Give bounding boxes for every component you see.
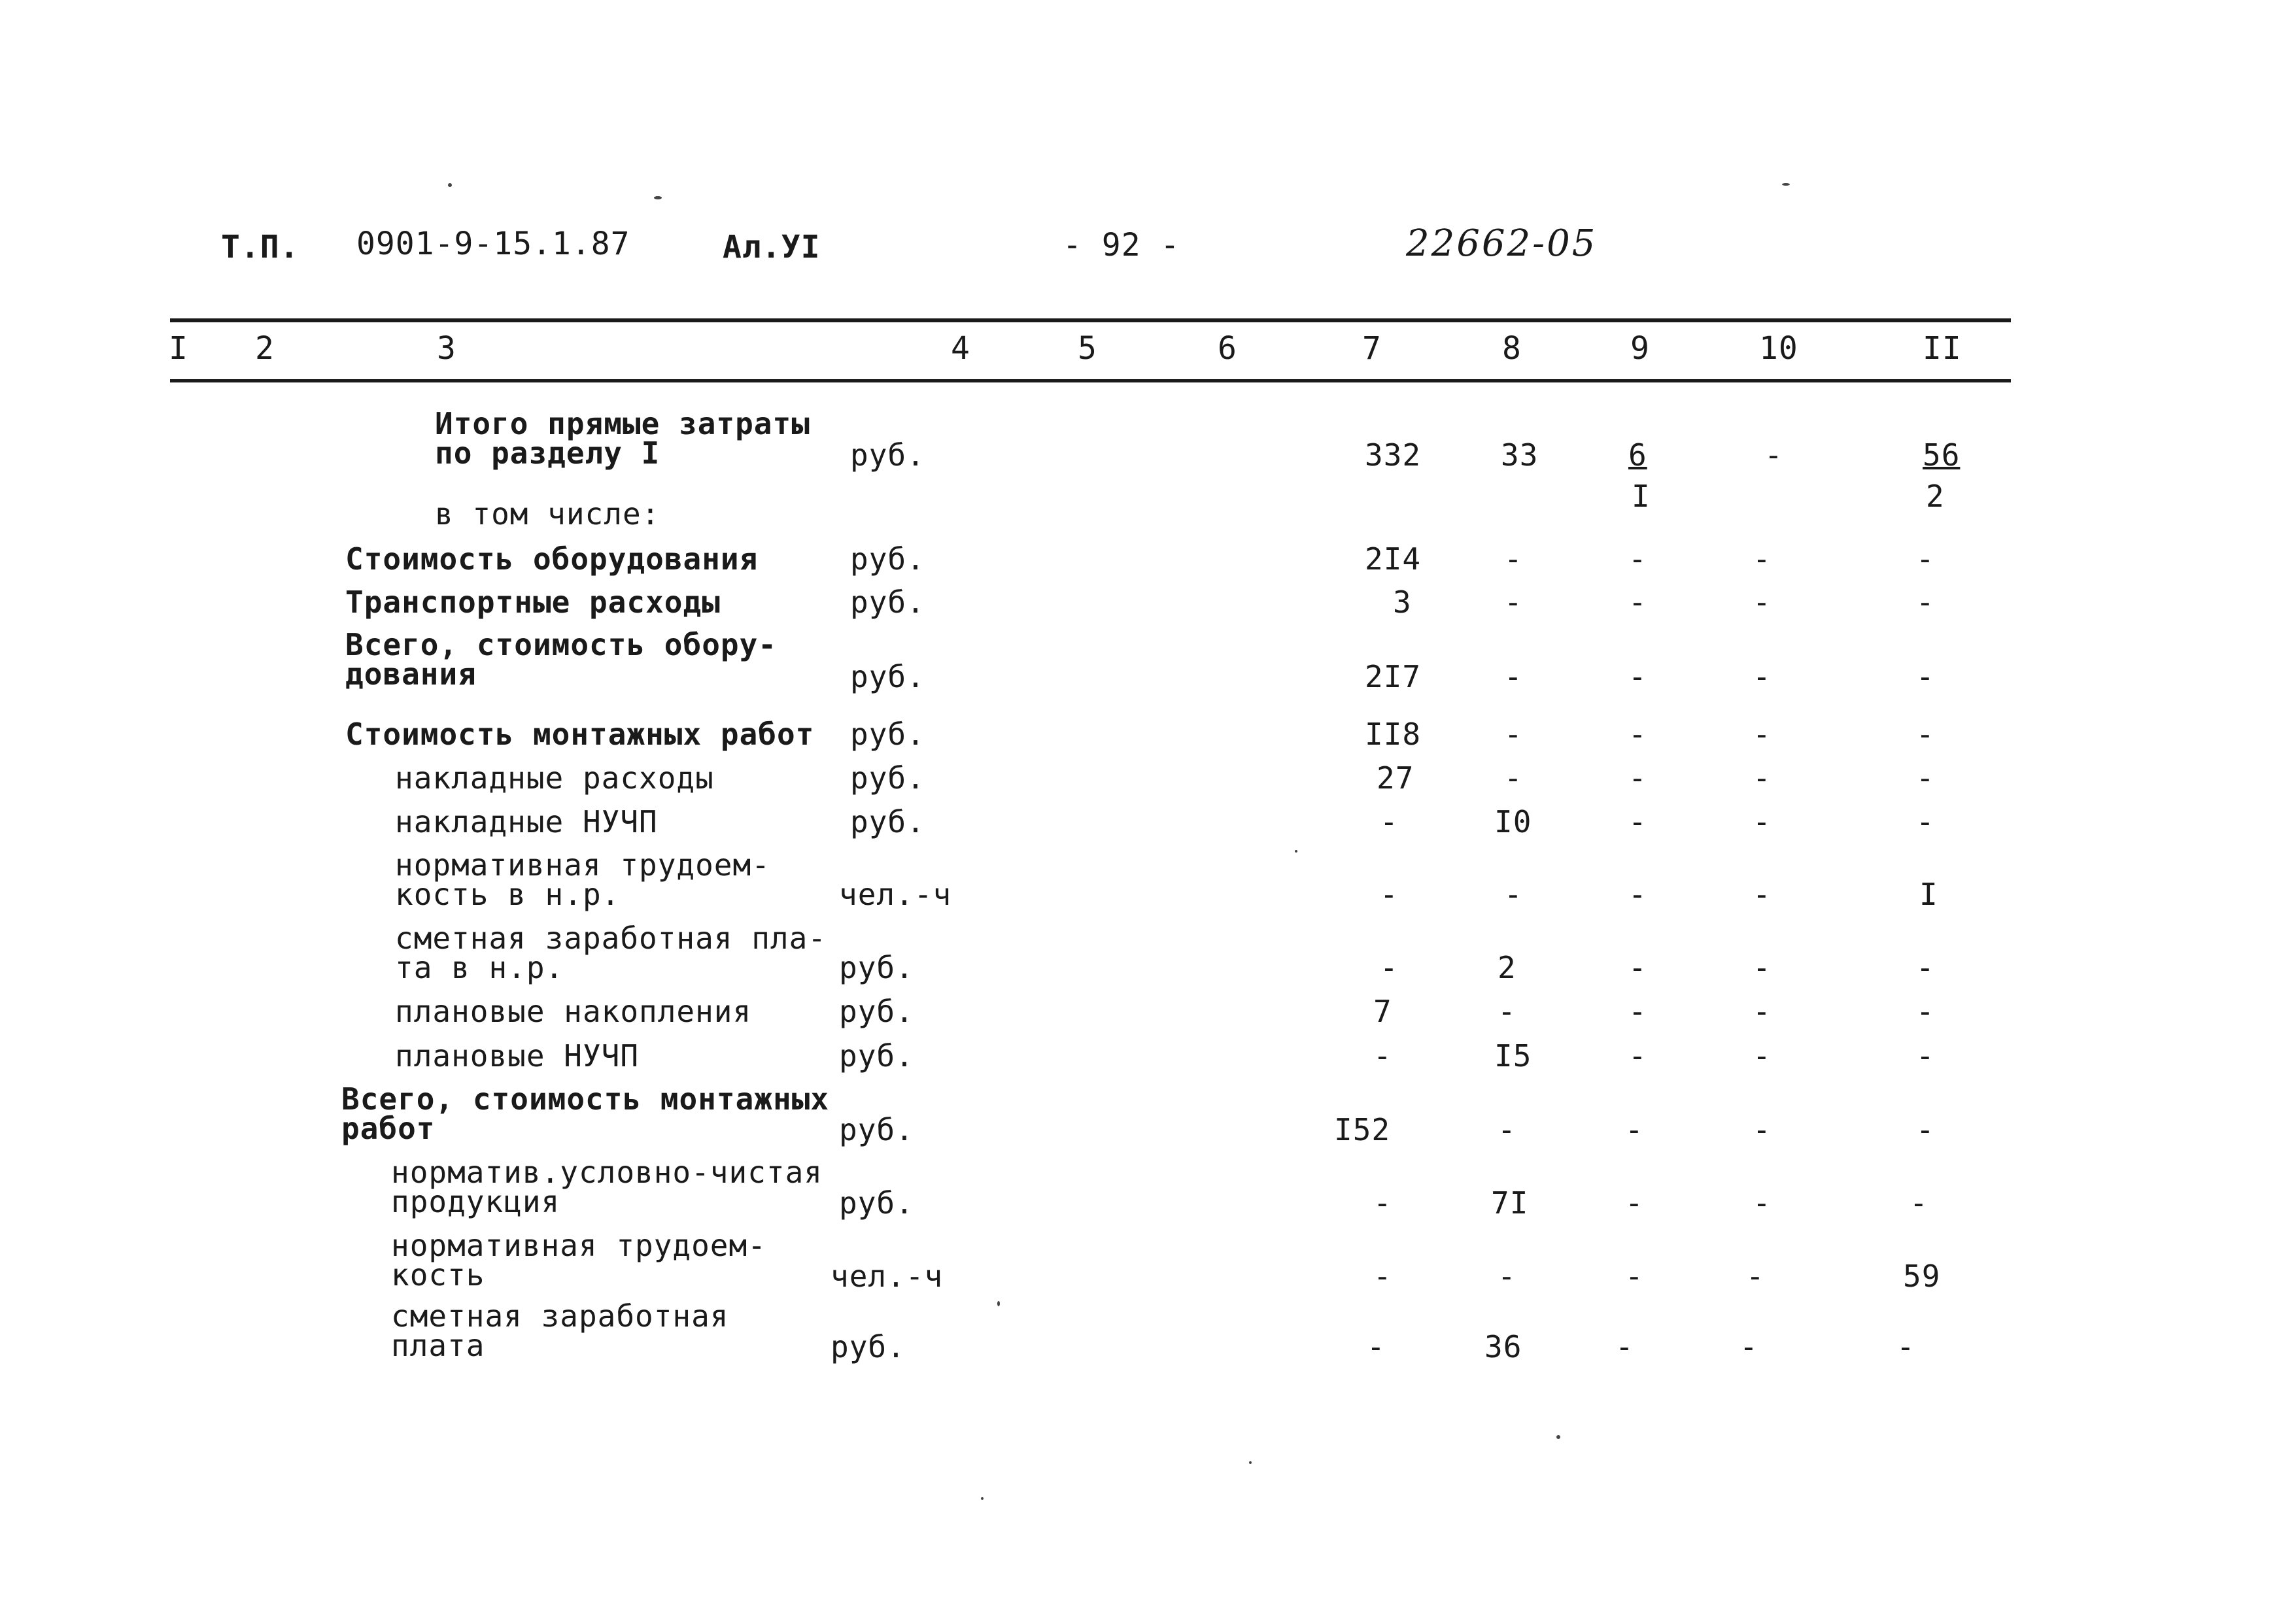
- row-value-col8: 36: [1484, 1329, 1522, 1364]
- row-unit: руб.: [850, 717, 925, 752]
- row-value-col9: -: [1628, 1038, 1647, 1074]
- row-value-col8: -: [1498, 1112, 1516, 1147]
- row-value-col11: -: [1916, 1038, 1935, 1074]
- row-unit: руб.: [850, 541, 925, 577]
- row-value-col11: I: [1919, 877, 1938, 912]
- row-value-col10: -: [1753, 717, 1772, 752]
- row-value-col11: -: [1916, 584, 1935, 620]
- row-value-col10: -: [1746, 1259, 1765, 1294]
- column-header-3: 3: [437, 330, 456, 367]
- column-header-11: II: [1923, 330, 1962, 367]
- row-label-line1: плановые накопления: [395, 994, 752, 1029]
- column-header-2: 2: [255, 330, 275, 367]
- column-header-4: 4: [951, 330, 970, 367]
- row-label-line1: Итого прямые затраты: [435, 406, 810, 441]
- header-handwritten-number: 22662-05: [1406, 222, 1598, 265]
- column-header-6: 6: [1218, 330, 1237, 367]
- row-label-line2: работ: [341, 1111, 436, 1146]
- row-value-col7: 3: [1393, 584, 1412, 620]
- row-value-col11: -: [1896, 1329, 1915, 1364]
- row-value-col11: -: [1916, 541, 1935, 577]
- row-value-col10: -: [1753, 877, 1772, 912]
- column-header-5: 5: [1078, 330, 1097, 367]
- row-value-col9: -: [1628, 804, 1647, 839]
- row-value-col9: -: [1628, 760, 1647, 796]
- row-value-col10: -: [1739, 1329, 1758, 1364]
- row-value-col11: -: [1916, 1112, 1935, 1147]
- table-top-rule: [170, 318, 2011, 322]
- row-label-line1: норматив.условно-чистая: [391, 1155, 823, 1190]
- row-value-col9: -: [1628, 584, 1647, 620]
- row-unit: чел.-ч: [839, 877, 952, 912]
- row-value-col8: 33: [1501, 437, 1539, 473]
- row-value-col8: -: [1498, 994, 1516, 1029]
- table-header-rule: [170, 379, 2011, 382]
- column-header-7: 7: [1362, 330, 1382, 367]
- row-value-col10: -: [1753, 804, 1772, 839]
- row-value-col10: -: [1753, 760, 1772, 796]
- row-value-col9: 6: [1628, 437, 1647, 473]
- row-value-col8: -: [1504, 541, 1523, 577]
- row-value-col9: -: [1625, 1185, 1644, 1221]
- header-code: 0901-9-15.1.87: [356, 226, 630, 262]
- row-value-col11: 56: [1923, 437, 1961, 473]
- scan-speck: [654, 196, 662, 199]
- row-label-line1: сметная заработная пла-: [395, 921, 827, 956]
- row-value-col11: -: [1910, 1185, 1928, 1221]
- row-label-line2: плата: [391, 1328, 485, 1363]
- row-value-col9: -: [1628, 717, 1647, 752]
- row-value-col7: -: [1380, 877, 1399, 912]
- row-value-col7: -: [1373, 1038, 1392, 1074]
- row-value-col8: 7I: [1491, 1185, 1529, 1221]
- header-page-number: - 92 -: [1063, 227, 1180, 263]
- scan-speck: [997, 1301, 1000, 1306]
- row-label-line1: Всего, стоимость обору-: [345, 627, 777, 662]
- row-value-col7: 2I7: [1365, 659, 1422, 694]
- row-value-col11: -: [1916, 717, 1935, 752]
- row-unit: руб.: [850, 760, 925, 796]
- row-value-col10: -: [1753, 950, 1772, 985]
- row-value-col9: -: [1628, 541, 1647, 577]
- row-unit: руб.: [839, 950, 914, 985]
- row-value-col9: -: [1625, 1112, 1644, 1147]
- row-unit: чел.-ч: [831, 1259, 944, 1294]
- row-label-line1: сметная заработная: [391, 1298, 729, 1334]
- row-unit: руб.: [850, 659, 925, 694]
- row-label-line1: Стоимость монтажных работ: [345, 717, 815, 752]
- row-value-col8: I0: [1494, 804, 1532, 839]
- row-label-line1: нормативная трудоем-: [395, 847, 770, 883]
- row-unit: руб.: [839, 1112, 914, 1147]
- row-unit: руб.: [831, 1329, 906, 1364]
- row-value-col7: II8: [1365, 717, 1422, 752]
- row-value-col11: -: [1916, 950, 1935, 985]
- row-value-col11: 59: [1903, 1259, 1941, 1294]
- row-value-col8: 2: [1498, 950, 1516, 985]
- row-value-col11: -: [1916, 804, 1935, 839]
- scan-speck: [1782, 183, 1790, 186]
- row-value-col9: -: [1628, 950, 1647, 985]
- row-value-col8: -: [1504, 584, 1523, 620]
- row-value-col7: 27: [1377, 760, 1414, 796]
- row-label-line2: дования: [345, 656, 477, 692]
- row-unit: руб.: [839, 994, 914, 1029]
- row-value-col10: -: [1753, 994, 1772, 1029]
- row-value-col11: -: [1916, 994, 1935, 1029]
- row-label-line2: по разделу I: [435, 435, 660, 471]
- column-header-8: 8: [1502, 330, 1522, 367]
- row-label-line1: плановые НУЧП: [395, 1038, 640, 1074]
- row-value-col8: -: [1504, 877, 1523, 912]
- row-value-col9: -: [1628, 877, 1647, 912]
- row-label-line1: Всего, стоимость монтажных: [341, 1081, 830, 1117]
- row-value-col9-denominator: I: [1632, 479, 1651, 514]
- row-value-col10: -: [1753, 1038, 1772, 1074]
- row-value-col11: -: [1916, 659, 1935, 694]
- row-value-col10: -: [1753, 659, 1772, 694]
- row-value-col11-denominator: 2: [1926, 479, 1945, 514]
- row-value-col9: -: [1628, 994, 1647, 1029]
- row-value-col7: -: [1373, 1259, 1392, 1294]
- row-value-col8: -: [1504, 659, 1523, 694]
- column-header-10: 10: [1759, 330, 1798, 367]
- row-value-col7: 2I4: [1365, 541, 1422, 577]
- row-value-col8: -: [1504, 717, 1523, 752]
- scan-speck: [1556, 1435, 1560, 1439]
- row-value-col7: 332: [1365, 437, 1422, 473]
- scan-speck: [1295, 850, 1297, 853]
- row-value-col7: I52: [1334, 1112, 1391, 1147]
- row-value-col8: I5: [1494, 1038, 1532, 1074]
- row-value-col10: -: [1753, 541, 1772, 577]
- row-value-col10: -: [1753, 584, 1772, 620]
- row-value-col9: -: [1628, 659, 1647, 694]
- scan-speck: [1249, 1461, 1252, 1464]
- row-label-line2: продукция: [391, 1184, 560, 1219]
- row-label-line1: в том числе:: [435, 496, 660, 532]
- row-label-line2: та в н.р.: [395, 950, 564, 985]
- row-label-line2: кость в н.р.: [395, 877, 621, 912]
- row-value-col7: -: [1373, 1185, 1392, 1221]
- row-value-col7: -: [1367, 1329, 1386, 1364]
- row-value-col10: -: [1764, 437, 1783, 473]
- row-label-line1: нормативная трудоем-: [391, 1228, 766, 1263]
- scan-speck: [448, 183, 452, 187]
- row-value-col11: -: [1916, 760, 1935, 796]
- row-label-line1: накладные НУЧП: [395, 804, 658, 839]
- row-value-col10: -: [1753, 1185, 1772, 1221]
- row-value-col9: -: [1615, 1329, 1634, 1364]
- scan-speck: [981, 1497, 984, 1500]
- row-value-col7: -: [1380, 950, 1399, 985]
- row-label-line1: Транспортные расходы: [345, 584, 721, 620]
- row-value-col8: -: [1504, 760, 1523, 796]
- row-unit: руб.: [839, 1185, 914, 1221]
- header-album: Ал.УI: [723, 229, 821, 265]
- row-label-line1: накладные расходы: [395, 760, 714, 796]
- row-unit: руб.: [850, 437, 925, 473]
- row-unit: руб.: [850, 804, 925, 839]
- row-unit: руб.: [850, 584, 925, 620]
- row-value-col10: -: [1753, 1112, 1772, 1147]
- row-value-col7: 7: [1373, 994, 1392, 1029]
- column-header-9: 9: [1630, 330, 1650, 367]
- row-unit: руб.: [839, 1038, 914, 1074]
- header-ti: Т.П.: [221, 229, 300, 265]
- row-value-col7: -: [1380, 804, 1399, 839]
- row-value-col8: -: [1498, 1259, 1516, 1294]
- row-value-col9: -: [1625, 1259, 1644, 1294]
- column-header-1: I: [169, 330, 188, 367]
- row-label-line1: Стоимость оборудования: [345, 541, 759, 577]
- row-label-line2: кость: [391, 1257, 485, 1293]
